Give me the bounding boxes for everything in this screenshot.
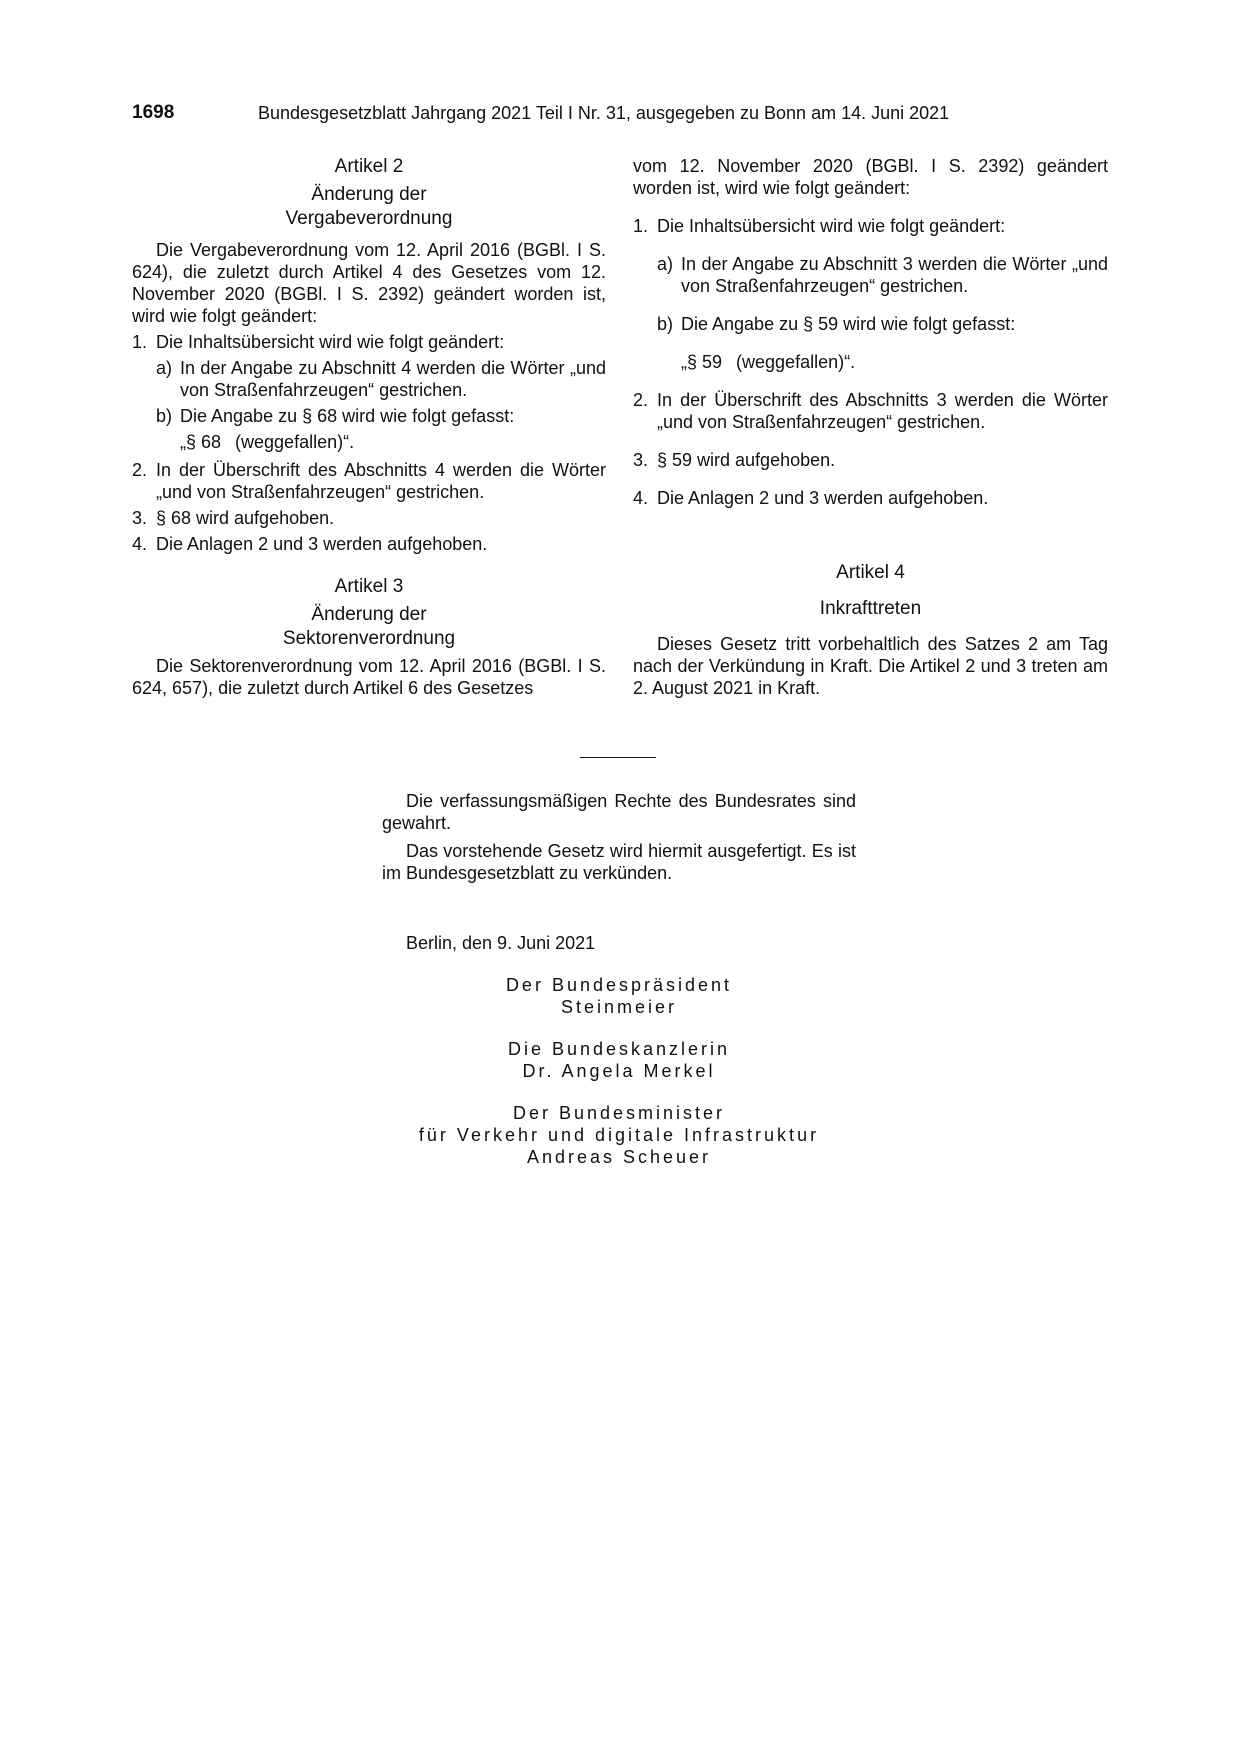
- article-3-subitem-b: [657, 313, 1108, 335]
- subitem-text: Die Angabe zu § 59 wird wie folgt gefasst:: [681, 314, 1016, 334]
- item-number: 1.: [132, 332, 148, 352]
- article-4-text: Dieses Gesetz tritt vorbehaltlich des Satzes 2 am Tag nach der Verkündung in Kraft. Die Artikel 2 und 3 treten am 2. August 2021 in Kraft.: [633, 634, 1108, 698]
- article-3-title-line1: Änderung der: [311, 604, 427, 625]
- item-number: 2.: [633, 390, 649, 410]
- section-divider: [580, 757, 656, 758]
- subitem-number: a): [657, 254, 674, 274]
- item-text: Die Inhaltsübersicht wird wie folgt geändert:: [156, 332, 505, 352]
- item-number: 1.: [633, 216, 649, 236]
- article-2-item-2: [132, 459, 606, 503]
- article-3-intro-left: Die Sektorenverordnung vom 12. April 2016 (BGBl. I S. 624, 657), die zuletzt durch Artikel 6 des Gesetzes: [132, 656, 606, 698]
- item-text: In der Überschrift des Abschnitts 3 werden die Wörter „und von Straßenfahrzeugen“ gestrichen.: [657, 390, 1108, 432]
- article-2-title-line2: Vergabeverordnung: [285, 208, 453, 229]
- article-2-intro: Die Vergabeverordnung vom 12. April 2016 (BGBl. I S. 624), die zuletzt durch Artikel 4 des Gesetzes vom 12. November 2020 (BGBl. I S. 2392) geändert worden ist, wird wie folgt geändert:: [132, 240, 606, 326]
- item-number: 4.: [132, 534, 148, 554]
- article-3-item-1: [633, 215, 1108, 237]
- article-2-title-line1: Änderung der: [311, 184, 427, 205]
- article-3-number: Artikel 3: [334, 576, 404, 597]
- place-date: Berlin, den 9. Juni 2021: [406, 933, 596, 953]
- article-2-quote: [180, 431, 606, 453]
- item-number: 2.: [132, 460, 148, 480]
- minister-portfolio: für Verkehr und digitale Infrastruktur: [418, 1125, 820, 1145]
- quote-text: (weggefallen)“.: [736, 352, 856, 372]
- minister-name: Andreas Scheuer: [526, 1147, 712, 1167]
- item-number: 3.: [633, 450, 649, 470]
- article-4-title: Inkrafttreten: [819, 598, 922, 619]
- quote-paragraph: „§ 68: [180, 432, 222, 452]
- closing-formula: [382, 790, 856, 884]
- minister-title: Der Bundesminister: [512, 1103, 726, 1123]
- item-number: 4.: [633, 488, 649, 508]
- item-text: Die Anlagen 2 und 3 werden aufgehoben.: [657, 488, 989, 508]
- article-2-item-4: [132, 533, 606, 555]
- article-2-item-3: [132, 507, 606, 529]
- article-3-quote: [681, 351, 1108, 373]
- article-3-title-line2: Sektorenverordnung: [282, 628, 456, 649]
- chancellor-name: Dr. Angela Merkel: [522, 1061, 716, 1081]
- subitem-text: Die Angabe zu § 68 wird wie folgt gefasst:: [180, 406, 515, 426]
- item-text: Die Anlagen 2 und 3 werden aufgehoben.: [156, 534, 488, 554]
- running-head: Bundesgesetzblatt Jahrgang 2021 Teil I Nr. 31, ausgegeben zu Bonn am 14. Juni 2021: [258, 103, 950, 123]
- quote-text: (weggefallen)“.: [235, 432, 355, 452]
- article-2-number: Artikel 2: [334, 156, 404, 177]
- subitem-number: a): [156, 358, 173, 378]
- subitem-number: b): [156, 406, 173, 426]
- item-text: In der Überschrift des Abschnitts 4 werden die Wörter „und von Straßenfahrzeugen“ gestrichen.: [156, 460, 606, 502]
- item-text: § 59 wird aufgehoben.: [657, 450, 836, 470]
- article-3-item-4: [633, 487, 1108, 509]
- item-number: 3.: [132, 508, 148, 528]
- left-column: [132, 155, 606, 699]
- right-column: [633, 155, 1108, 699]
- item-text: § 68 wird aufgehoben.: [156, 508, 335, 528]
- chancellor-title: Die Bundeskanzlerin: [507, 1039, 731, 1059]
- president-name: Steinmeier: [560, 997, 678, 1017]
- subitem-text: In der Angabe zu Abschnitt 3 werden die Wörter „und von Straßenfahrzeugen“ gestrichen.: [681, 254, 1108, 296]
- page-header: [132, 102, 1112, 126]
- subitem-text: In der Angabe zu Abschnitt 4 werden die Wörter „und von Straßenfahrzeugen“ gestrichen.: [180, 358, 606, 400]
- closing-paragraph-1: Die verfassungsmäßigen Rechte des Bundesrates sind gewahrt.: [382, 791, 856, 833]
- article-3-subitem-a: [657, 253, 1108, 297]
- page-number: 1698: [132, 102, 175, 123]
- article-4-number: Artikel 4: [836, 562, 905, 583]
- article-3-item-3: [633, 449, 1108, 471]
- quote-paragraph: „§ 59: [681, 352, 723, 372]
- article-2-subitem-a: [156, 357, 606, 401]
- closing-paragraph-2: Das vorstehende Gesetz wird hiermit ausgefertigt. Es ist im Bundesgesetzblatt zu verkünden.: [382, 841, 856, 883]
- subitem-number: b): [657, 314, 674, 334]
- article-2-item-1: [132, 331, 606, 353]
- item-text: Die Inhaltsübersicht wird wie folgt geändert:: [657, 216, 1006, 236]
- signature-block: [382, 974, 856, 1168]
- article-3-item-2: [633, 389, 1108, 433]
- president-title: Der Bundespräsident: [505, 975, 733, 995]
- article-2-subitem-b: [156, 405, 606, 427]
- article-3-intro-right: vom 12. November 2020 (BGBl. I S. 2392) geändert worden ist, wird wie folgt geändert:: [633, 156, 1108, 198]
